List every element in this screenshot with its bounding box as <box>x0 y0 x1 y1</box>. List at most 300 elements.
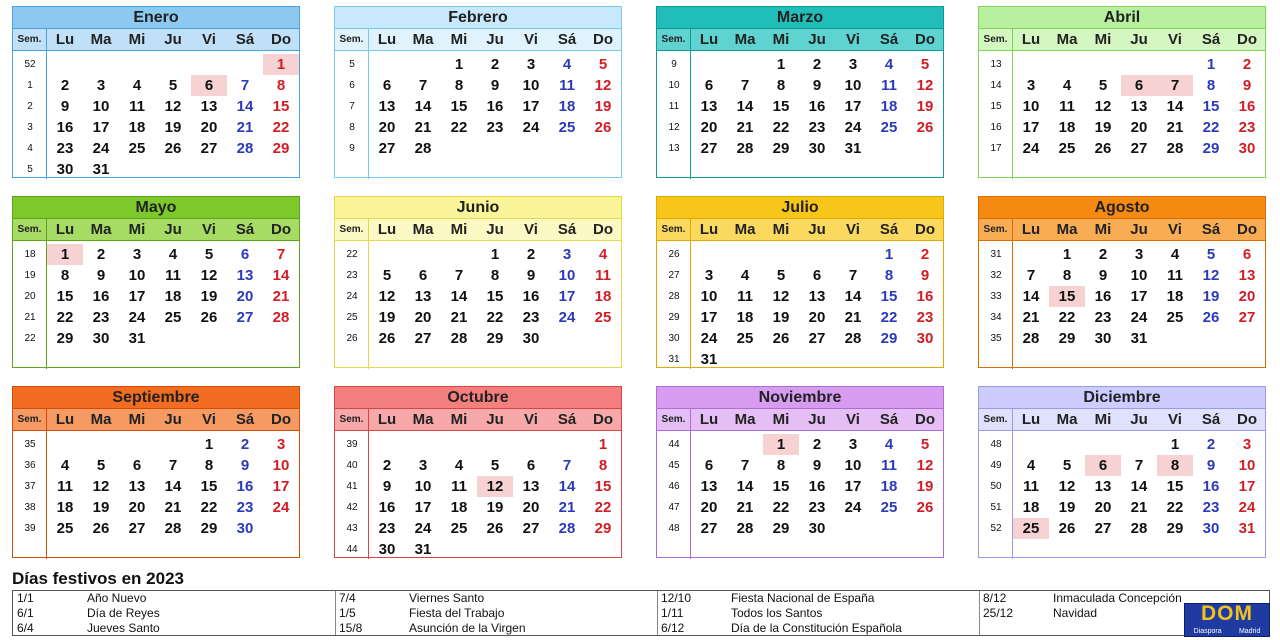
day-cell: 29 <box>594 520 612 537</box>
day-cell: 24 <box>522 119 540 136</box>
week-number: 3 <box>27 122 33 133</box>
week-number: 32 <box>990 270 1002 281</box>
day-cell: 30 <box>56 161 74 178</box>
day-cell <box>477 539 513 560</box>
day-cell <box>441 138 477 159</box>
day-cell: 19 <box>486 499 504 516</box>
weekday-label: Ma <box>412 411 434 428</box>
day-cell <box>405 434 441 455</box>
week-row <box>335 75 621 96</box>
weekday-label: Mi <box>128 31 146 48</box>
day-cell: 21 <box>1022 309 1040 326</box>
week-number: 5 <box>27 164 33 175</box>
weekday-header <box>979 409 1265 431</box>
week-row <box>335 539 621 560</box>
weekday-label: Ju <box>486 411 504 428</box>
day-cell <box>549 328 585 349</box>
day-cell: 16 <box>486 98 504 115</box>
day-cell: 1 <box>1206 56 1216 73</box>
month-days <box>979 51 1265 179</box>
week-number: 34 <box>990 312 1002 323</box>
day-cell: 10 <box>1130 267 1148 284</box>
week-row <box>335 138 621 159</box>
day-cell: 30 <box>522 330 540 347</box>
day-cell: 2 <box>96 246 106 263</box>
weekday-label: Lu <box>55 221 75 238</box>
weekday-label: Ma <box>90 221 112 238</box>
day-cell: 3 <box>1242 436 1252 453</box>
day-cell: 29 <box>880 330 898 347</box>
weekday-label: Ma <box>412 221 434 238</box>
day-cell: 9 <box>1242 77 1252 94</box>
day-cell: 28 <box>1166 140 1184 157</box>
day-cell: 21 <box>844 309 862 326</box>
day-cell: 16 <box>56 119 74 136</box>
day-cell: 13 <box>1130 98 1148 115</box>
day-cell: 31 <box>128 330 146 347</box>
week-row <box>657 328 943 349</box>
weekday-label: Ma <box>90 31 112 48</box>
day-cell <box>227 54 263 75</box>
day-cell: 22 <box>56 309 74 326</box>
day-cell: 21 <box>450 309 468 326</box>
day-cell: 13 <box>808 288 826 305</box>
week-number: 16 <box>990 122 1002 133</box>
week-row <box>13 455 299 476</box>
day-cell: 16 <box>522 288 540 305</box>
weekday-label: Lu <box>699 31 719 48</box>
week-number-header: Sem. <box>13 29 47 50</box>
day-cell: 19 <box>916 478 934 495</box>
week-number: 22 <box>24 333 36 344</box>
day-cell <box>835 244 871 265</box>
week-row <box>657 349 943 370</box>
weekday-header <box>335 409 621 431</box>
day-cell: 5 <box>490 457 500 474</box>
day-cell: 10 <box>1022 98 1040 115</box>
day-cell: 14 <box>450 288 468 305</box>
day-cell: 17 <box>844 478 862 495</box>
day-cell: 12 <box>378 288 396 305</box>
day-cell: 16 <box>92 288 110 305</box>
week-number: 41 <box>346 481 358 492</box>
holiday-name: Todos los Santos <box>731 606 823 620</box>
weekday-label: Lu <box>699 221 719 238</box>
day-cell: 13 <box>414 288 432 305</box>
day-cell: 5 <box>1062 457 1072 474</box>
weekday-label: Sá <box>1201 411 1221 428</box>
day-cell <box>1229 328 1265 349</box>
weekday-label: Do <box>915 31 935 48</box>
day-cell: 17 <box>92 119 110 136</box>
holiday-date: 1/11 <box>661 606 684 620</box>
day-cell: 9 <box>812 77 822 94</box>
day-cell: 17 <box>128 288 146 305</box>
day-cell: 17 <box>414 499 432 516</box>
week-number: 36 <box>24 460 36 471</box>
day-cell: 23 <box>1094 309 1112 326</box>
day-cell <box>871 138 907 159</box>
day-cell: 14 <box>1166 98 1184 115</box>
holiday-item <box>979 591 1182 606</box>
week-row <box>13 96 299 117</box>
day-cell: 24 <box>272 499 290 516</box>
day-cell: 14 <box>1022 288 1040 305</box>
day-cell: 25 <box>880 499 898 516</box>
day-cell: 21 <box>1130 499 1148 516</box>
day-cell: 19 <box>772 309 790 326</box>
day-cell: 30 <box>808 140 826 157</box>
week-row <box>979 518 1265 539</box>
day-cell: 1 <box>490 246 500 263</box>
day-cell <box>119 434 155 455</box>
dom-logo <box>1184 603 1270 637</box>
weekday-label: Do <box>593 31 613 48</box>
weekday-header <box>657 29 943 51</box>
day-cell: 5 <box>96 457 106 474</box>
day-cell: 21 <box>414 119 432 136</box>
day-cell: 6 <box>812 267 822 284</box>
week-number: 40 <box>346 460 358 471</box>
day-cell: 12 <box>92 478 110 495</box>
day-cell: 27 <box>808 330 826 347</box>
day-cell: 9 <box>240 457 250 474</box>
holiday-date: 15/8 <box>339 621 363 635</box>
week-row <box>13 286 299 307</box>
day-cell <box>155 54 191 75</box>
weekday-label: Vi <box>846 31 860 48</box>
day-cell: 8 <box>1206 77 1216 94</box>
week-row <box>335 497 621 518</box>
day-cell: 14 <box>558 478 576 495</box>
day-cell <box>369 54 405 75</box>
day-cell: 3 <box>1134 246 1144 263</box>
day-cell: 15 <box>880 288 898 305</box>
month-days <box>657 241 943 369</box>
day-cell <box>441 244 477 265</box>
day-cell: 15 <box>486 288 504 305</box>
week-row <box>657 455 943 476</box>
month-enero <box>12 6 300 178</box>
day-cell: 29 <box>272 140 290 157</box>
day-cell: 13 <box>1094 478 1112 495</box>
day-cell: 26 <box>772 330 790 347</box>
day-cell: 21 <box>236 119 254 136</box>
weekday-label: Do <box>271 221 291 238</box>
month-mayo <box>12 196 300 368</box>
month-junio <box>334 196 622 368</box>
weekday-label: Ju <box>1130 31 1148 48</box>
day-cell: 13 <box>700 478 718 495</box>
day-cell: 30 <box>1094 330 1112 347</box>
day-cell: 23 <box>1202 499 1220 516</box>
week-number: 13 <box>990 59 1002 70</box>
month-diciembre <box>978 386 1266 558</box>
week-number: 18 <box>24 249 36 260</box>
day-cell: 28 <box>414 140 432 157</box>
day-cell: 9 <box>490 77 500 94</box>
day-cell: 4 <box>740 267 750 284</box>
day-cell: 20 <box>700 499 718 516</box>
holiday-item <box>13 606 160 621</box>
week-number: 31 <box>990 249 1002 260</box>
day-cell: 27 <box>700 140 718 157</box>
week-row <box>979 307 1265 328</box>
week-row <box>335 286 621 307</box>
week-number: 1 <box>27 80 33 91</box>
day-cell <box>799 349 835 370</box>
day-cell <box>513 539 549 560</box>
week-row <box>335 54 621 75</box>
day-cell: 27 <box>236 309 254 326</box>
week-row <box>657 244 943 265</box>
day-cell: 7 <box>1026 267 1036 284</box>
holiday-day-cell: 25 <box>1013 518 1049 539</box>
holiday-name: Día de la Constitución Española <box>731 621 902 635</box>
day-cell: 21 <box>736 119 754 136</box>
day-cell: 28 <box>1130 520 1148 537</box>
day-cell <box>119 159 155 180</box>
day-cell: 26 <box>378 330 396 347</box>
weekday-label: Ma <box>734 31 756 48</box>
day-cell: 9 <box>812 457 822 474</box>
day-cell: 29 <box>772 520 790 537</box>
week-number: 24 <box>346 291 358 302</box>
weekday-label: Vi <box>202 31 216 48</box>
day-cell <box>227 328 263 349</box>
day-cell: 15 <box>772 98 790 115</box>
day-cell: 29 <box>200 520 218 537</box>
weekday-label: Ju <box>808 31 826 48</box>
day-cell <box>263 328 299 349</box>
weekday-label: Mi <box>772 221 790 238</box>
week-number: 46 <box>668 481 680 492</box>
day-cell: 20 <box>808 309 826 326</box>
week-row <box>657 476 943 497</box>
day-cell: 5 <box>920 56 930 73</box>
week-number-header: Sem. <box>335 219 369 240</box>
day-cell: 24 <box>1130 309 1148 326</box>
day-cell: 3 <box>526 56 536 73</box>
day-cell <box>549 434 585 455</box>
day-cell: 27 <box>1094 520 1112 537</box>
day-cell: 30 <box>808 520 826 537</box>
week-number: 25 <box>346 312 358 323</box>
day-cell: 13 <box>522 478 540 495</box>
weekday-label: Mi <box>450 221 468 238</box>
day-cell: 9 <box>1206 457 1216 474</box>
weekday-label: Lu <box>699 411 719 428</box>
day-cell: 21 <box>736 499 754 516</box>
day-cell <box>369 244 405 265</box>
day-cell: 19 <box>594 98 612 115</box>
day-cell: 7 <box>562 457 572 474</box>
day-cell: 3 <box>96 77 106 94</box>
day-cell <box>47 54 83 75</box>
day-cell: 18 <box>594 288 612 305</box>
weekday-label: Ju <box>808 411 826 428</box>
day-cell: 10 <box>1238 457 1256 474</box>
day-cell: 26 <box>1202 309 1220 326</box>
day-cell: 7 <box>418 77 428 94</box>
holiday-item <box>657 621 902 636</box>
day-cell: 19 <box>92 499 110 516</box>
day-cell: 15 <box>1202 98 1220 115</box>
day-cell <box>191 54 227 75</box>
month-title: Julio <box>657 197 943 219</box>
weekday-label: Lu <box>55 411 75 428</box>
week-row <box>657 434 943 455</box>
day-cell: 28 <box>164 520 182 537</box>
week-row <box>979 328 1265 349</box>
week-number: 15 <box>990 101 1002 112</box>
day-cell: 23 <box>92 309 110 326</box>
day-cell: 18 <box>880 98 898 115</box>
day-cell: 27 <box>128 520 146 537</box>
week-row <box>657 307 943 328</box>
week-row <box>13 497 299 518</box>
day-cell <box>763 244 799 265</box>
week-number: 47 <box>668 502 680 513</box>
logo-sub-right: Madrid <box>1238 628 1261 635</box>
day-cell: 25 <box>594 309 612 326</box>
month-septiembre <box>12 386 300 558</box>
day-cell: 21 <box>272 288 290 305</box>
week-number: 42 <box>346 502 358 513</box>
day-cell: 21 <box>164 499 182 516</box>
day-cell: 2 <box>1242 56 1252 73</box>
holiday-item <box>657 606 902 621</box>
weekday-header <box>13 29 299 51</box>
day-cell <box>763 349 799 370</box>
day-cell <box>1193 328 1229 349</box>
day-cell: 29 <box>56 330 74 347</box>
day-cell: 16 <box>378 499 396 516</box>
month-days <box>335 241 621 369</box>
day-cell: 21 <box>558 499 576 516</box>
week-number: 44 <box>668 439 680 450</box>
week-row <box>657 117 943 138</box>
day-cell: 26 <box>1058 520 1076 537</box>
weekday-label: Sá <box>235 31 255 48</box>
week-row <box>335 307 621 328</box>
holiday-item <box>13 621 160 636</box>
day-cell: 12 <box>1058 478 1076 495</box>
weekday-label: Lu <box>377 31 397 48</box>
holiday-item <box>13 591 160 606</box>
weekday-label: Sá <box>879 221 899 238</box>
month-days <box>13 431 299 559</box>
day-cell: 20 <box>1094 499 1112 516</box>
holiday-day-cell: 6 <box>1121 75 1157 96</box>
day-cell: 10 <box>700 288 718 305</box>
weekday-label: Do <box>1237 31 1257 48</box>
weekday-label: Ju <box>486 31 504 48</box>
weekday-label: Mi <box>450 31 468 48</box>
day-cell: 25 <box>880 119 898 136</box>
day-cell: 10 <box>558 267 576 284</box>
day-cell: 16 <box>916 288 934 305</box>
holiday-date: 6/4 <box>17 621 34 635</box>
day-cell: 24 <box>558 309 576 326</box>
week-number-header: Sem. <box>979 409 1013 430</box>
week-row <box>13 328 299 349</box>
day-cell: 4 <box>598 246 608 263</box>
day-cell: 2 <box>60 77 70 94</box>
holiday-date: 12/10 <box>661 591 692 605</box>
day-cell: 31 <box>1130 330 1148 347</box>
holiday-date: 25/12 <box>983 606 1014 620</box>
day-cell: 27 <box>1130 140 1148 157</box>
day-cell: 29 <box>772 140 790 157</box>
day-cell: 23 <box>1238 119 1256 136</box>
week-number: 28 <box>668 291 680 302</box>
month-abril <box>978 6 1266 178</box>
day-cell: 28 <box>844 330 862 347</box>
day-cell: 17 <box>1022 119 1040 136</box>
day-cell <box>1013 244 1049 265</box>
day-cell: 7 <box>1134 457 1144 474</box>
week-number: 52 <box>990 523 1002 534</box>
week-number-header: Sem. <box>979 219 1013 240</box>
day-cell: 8 <box>776 457 786 474</box>
day-cell: 3 <box>418 457 428 474</box>
day-cell: 2 <box>490 56 500 73</box>
week-row <box>657 96 943 117</box>
day-cell: 29 <box>486 330 504 347</box>
week-number: 7 <box>349 101 355 112</box>
day-cell: 27 <box>414 330 432 347</box>
month-days <box>657 431 943 559</box>
day-cell: 28 <box>736 140 754 157</box>
day-cell: 13 <box>200 98 218 115</box>
day-cell: 27 <box>1238 309 1256 326</box>
weekday-label: Lu <box>55 31 75 48</box>
day-cell <box>871 349 907 370</box>
month-julio <box>656 196 944 368</box>
month-title: Octubre <box>335 387 621 409</box>
day-cell: 22 <box>486 309 504 326</box>
holiday-item <box>335 621 526 636</box>
day-cell <box>1049 434 1085 455</box>
day-cell: 4 <box>454 457 464 474</box>
week-number: 31 <box>668 354 680 365</box>
day-cell: 23 <box>916 309 934 326</box>
week-number: 52 <box>24 59 36 70</box>
weekday-label: Ju <box>1130 411 1148 428</box>
week-row <box>979 476 1265 497</box>
day-cell: 10 <box>128 267 146 284</box>
day-cell: 8 <box>776 77 786 94</box>
day-cell <box>405 54 441 75</box>
day-cell: 6 <box>704 77 714 94</box>
weekday-header <box>335 219 621 241</box>
day-cell: 18 <box>56 499 74 516</box>
weekday-label: Do <box>1237 221 1257 238</box>
day-cell: 3 <box>1026 77 1036 94</box>
month-noviembre <box>656 386 944 558</box>
day-cell: 4 <box>60 457 70 474</box>
week-number: 19 <box>24 270 36 281</box>
day-cell: 26 <box>200 309 218 326</box>
week-number: 6 <box>349 80 355 91</box>
holiday-date: 1/5 <box>339 606 356 620</box>
day-cell: 27 <box>378 140 396 157</box>
week-row <box>13 75 299 96</box>
day-cell: 7 <box>740 77 750 94</box>
weekday-label: Do <box>593 221 613 238</box>
day-cell <box>1085 434 1121 455</box>
